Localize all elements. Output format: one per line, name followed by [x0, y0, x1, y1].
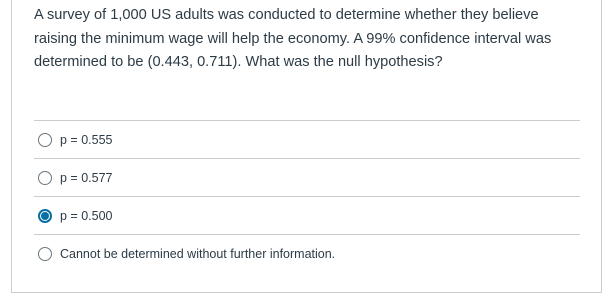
- answer-option-1[interactable]: [34, 120, 580, 158]
- question-line-3: determined to be (0.443, 0.711). What was the null hypothesis?: [34, 54, 443, 70]
- question-line-1: A survey of 1,000 US adults was conducted to determine whether they believe: [34, 7, 539, 23]
- answer-option-2[interactable]: [34, 158, 580, 196]
- answer-label: p = 0.577: [60, 170, 113, 185]
- question-text: [34, 4, 594, 75]
- question-card: [11, 0, 602, 293]
- answer-label: p = 0.555: [60, 132, 113, 147]
- answer-label: Cannot be determined without further information.: [60, 247, 336, 261]
- answer-label: p = 0.500: [60, 208, 113, 223]
- radio-button[interactable]: [38, 247, 52, 261]
- answer-list: [34, 120, 580, 273]
- question-line-2: raising the minimum wage will help the economy. A 99% confidence interval was: [34, 30, 552, 47]
- answer-option-4[interactable]: [34, 234, 580, 273]
- answer-option-3[interactable]: [34, 196, 580, 234]
- radio-button-selected[interactable]: [38, 209, 52, 223]
- radio-button[interactable]: [38, 171, 52, 185]
- radio-button[interactable]: [38, 133, 52, 147]
